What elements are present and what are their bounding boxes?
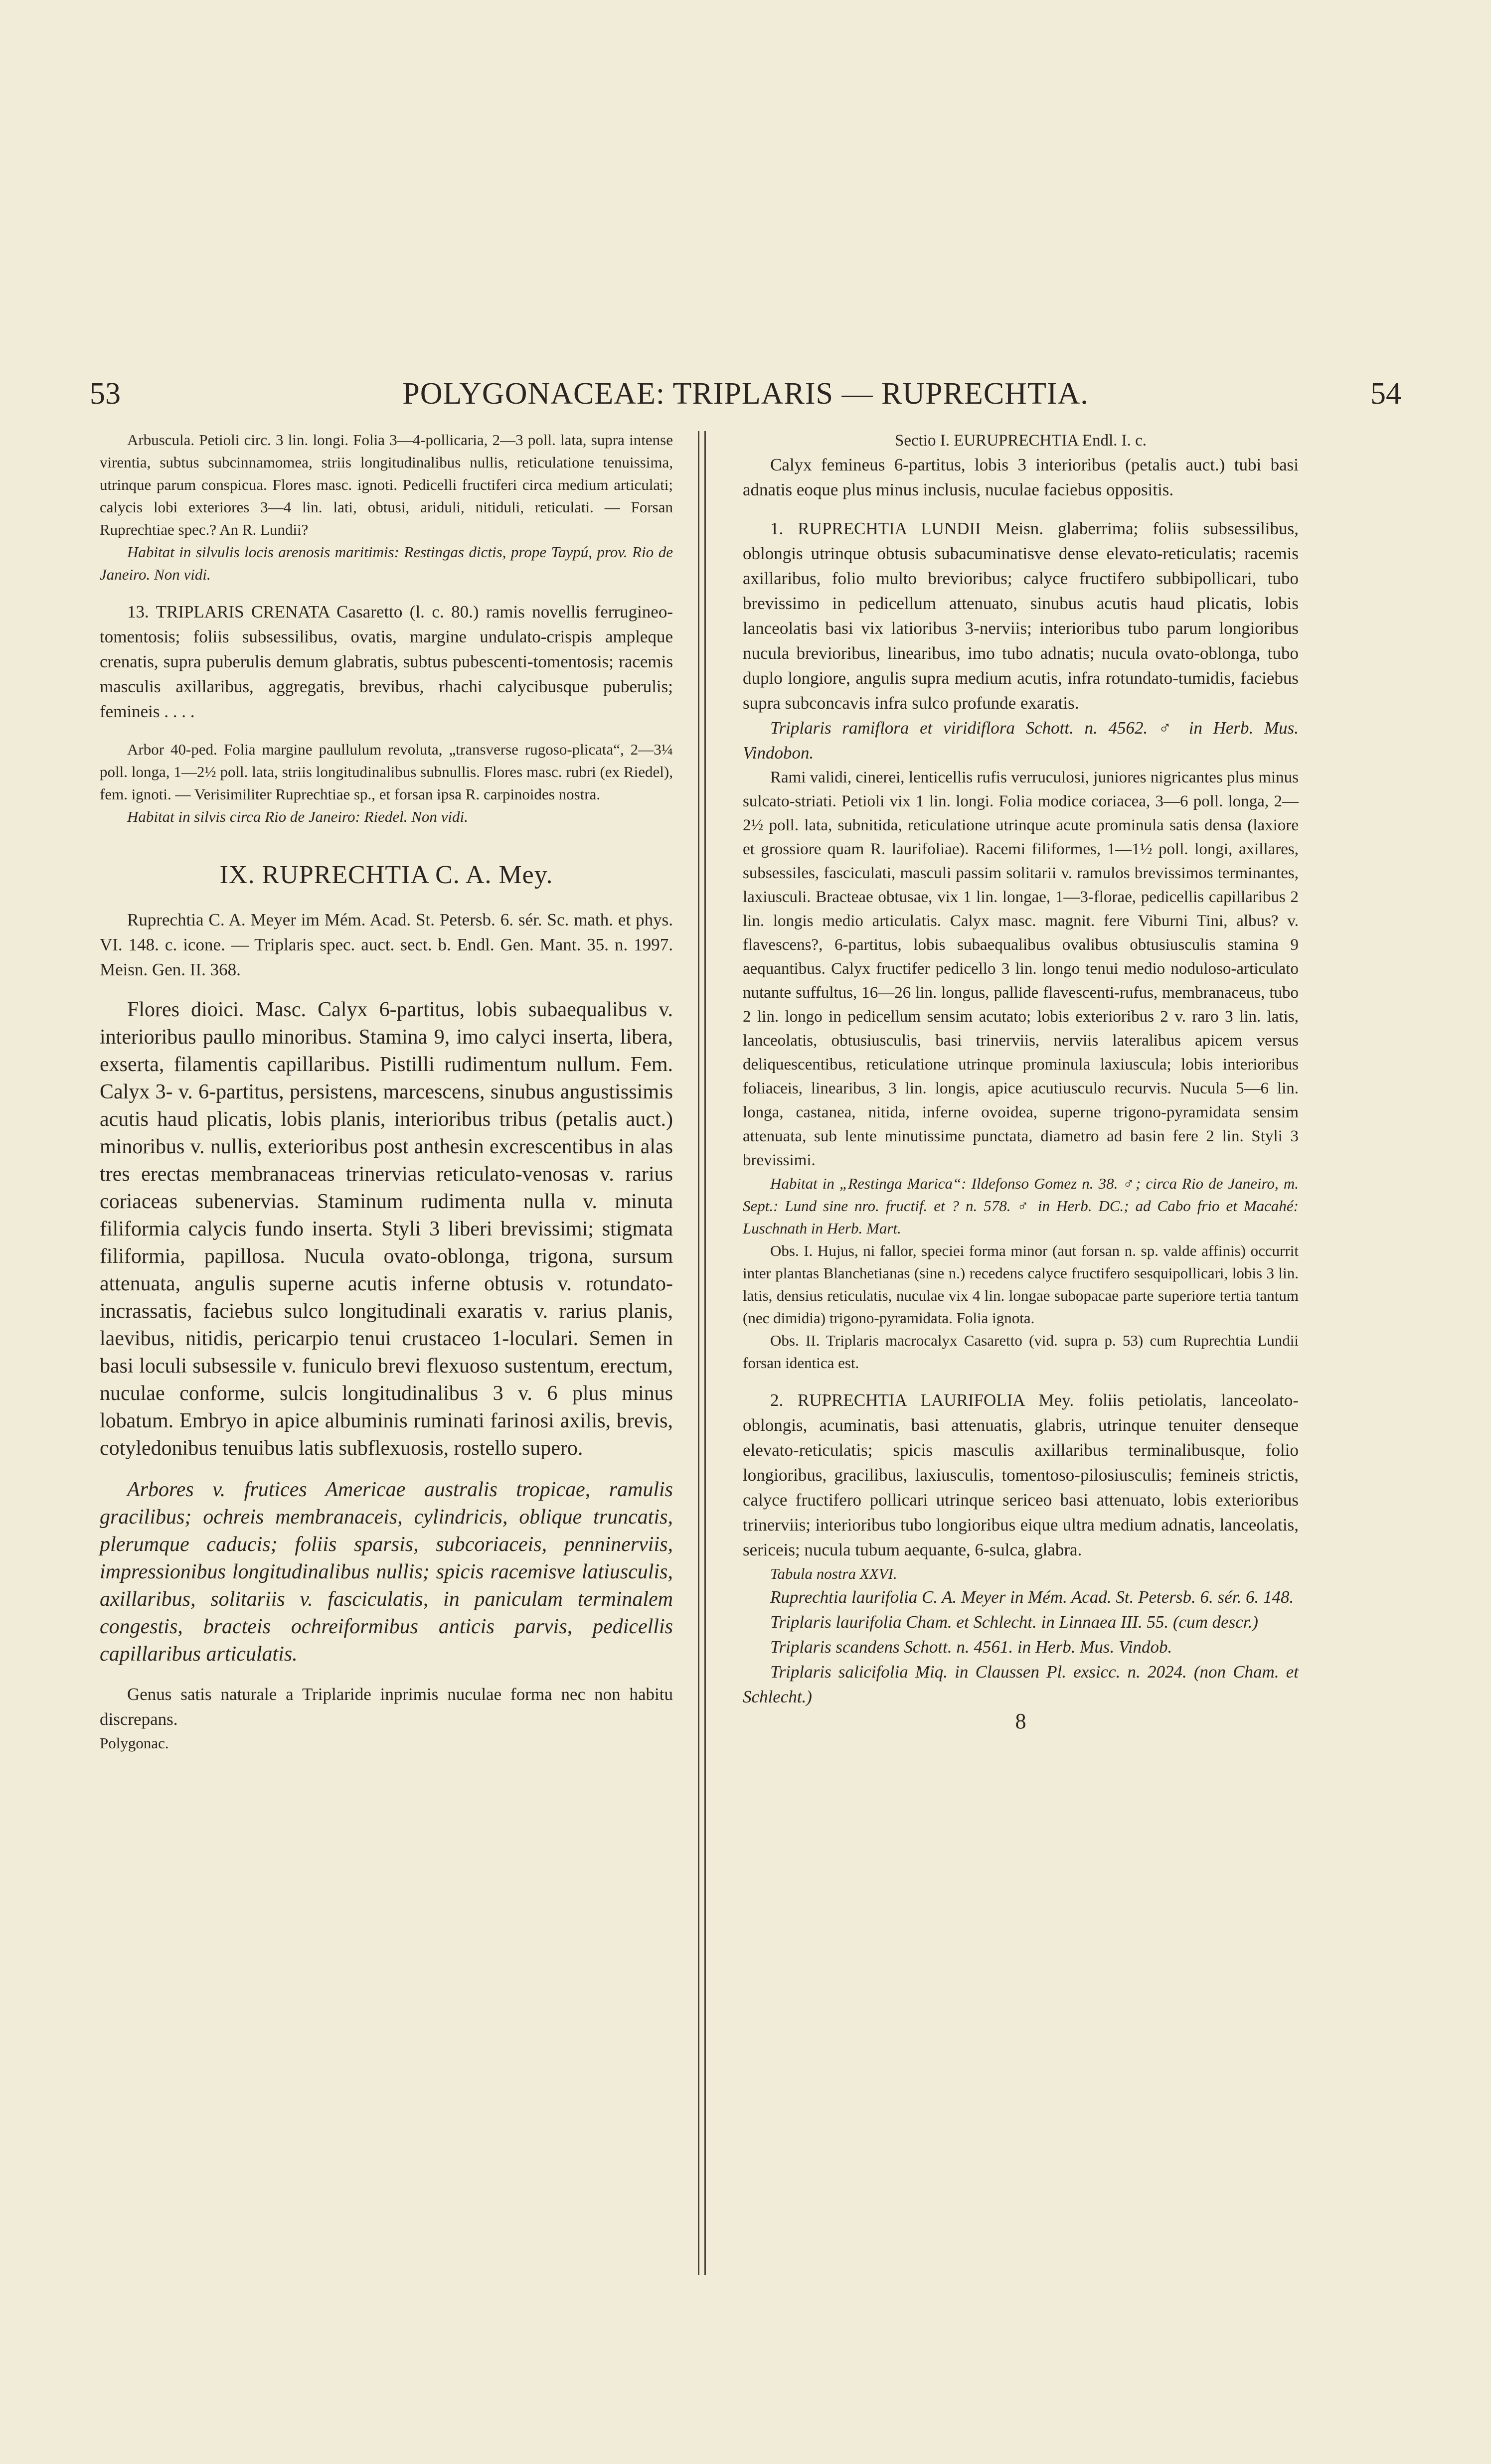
laurifolia-reference-4: Triplaris salicifolia Miq. in Claussen Pl. exsicc. n. 2024. (non Cham. et Schlecht.) bbox=[743, 1662, 1299, 1706]
lundii-observation-2: Obs. II. Triplaris macrocalyx Casaretto (vid. supra p. 53) cum Ruprechtia Lundii forsan identica est. bbox=[743, 1332, 1299, 1372]
column-divider bbox=[698, 431, 706, 2275]
habitat-note: Habitat in silvulis locis arenosis maritimis: Restingas dictis, prope Taypú, prov. Rio de Janeiro. Non vidi. bbox=[100, 543, 673, 583]
laurifolia-reference-3: Triplaris scandens Schott. n. 4561. in Herb. Mus. Vindob. bbox=[770, 1637, 1172, 1657]
ruprechtia-lundii-entry: 1. RUPRECHTIA LUNDII Meisn. glaberrima; foliis subsessilibus, oblongis utrinque obtusis subacuminatisve dense elevato-reticulatis; racemis axillaribus, folio multo brevioribus; calyce fructifero subbipollicari, tubo brevissimo in pedicellum attenuato, sinubus acutis haud plicatis, lobis lanceolatis basi vix latioribus 3-nerviis; interioribus tubo parum longioribus nucula brevioribus, linearibus, imo tubo adnatis; nucula ovato-oblonga, tubo duplo longiore, angulis supra medium acutis, infra rotundato-tumidis, faciebus supra subconcavis infra sulco profunde exaratis. bbox=[743, 519, 1299, 713]
crenata-habitat: Habitat in silvis circa Rio de Janeiro: Riedel. Non vidi. bbox=[127, 808, 468, 825]
footer-signature: Polygonac. bbox=[100, 1734, 169, 1752]
page-number-right: 54 bbox=[1370, 377, 1401, 411]
laurifolia-reference-2: Triplaris laurifolia Cham. et Schlecht. in Linnaea III. 55. (cum descr.) bbox=[770, 1612, 1258, 1632]
running-title: POLYGONACEAE: TRIPLARIS — RUPRECHTIA. bbox=[402, 377, 1089, 411]
genus-heading: IX. RUPRECHTIA C. A. Mey. bbox=[219, 861, 553, 889]
triplaris-note: Arbuscula. Petioli circ. 3 lin. longi. Folia 3—4-pollicaria, 2—3 poll. lata, supra intense virentia, subtus subcinnamomea, striis longitudinalibus nullis, reticulatione tenuissima, utrinque parum conspicua. Flores masc. ignoti. Pedicelli fructiferi circa medium articulati; calycis lobi exteriores 3—4 lin. lati, obtusi, ariduli, nitiduli, reticulati. — Forsan Ruprechtiae spec.? An R. Lundii? bbox=[100, 431, 673, 538]
triplaris-crenata-entry: 13. TRIPLARIS CRENATA Casaretto (l. c. 80.) ramis novellis ferrugineo-tomentosis; foliis subsessilibus, ovatis, margine undulato-crispis ampleque crenatis, supra puberulis demum glabratis, subtus pubescenti-tomentosis; racemis masculis axillaribus, aggregatis, brevibus, rhachi calycibusque puberulis; femineis . . . . bbox=[100, 602, 673, 721]
plate-reference: Tabula nostra XXVI. bbox=[770, 1565, 897, 1582]
page-number-left: 53 bbox=[90, 377, 121, 411]
crenata-description: Arbor 40-ped. Folia margine paullulum revoluta, „transverse rugoso-plicata“, 2—3¼ poll. longa, 1—2½ poll. lata, striis longitudinalibus subnullis. Flores masc. rubri (ex Riedel), fem. ignoti. — Verisimiliter Ruprechtiae sp., et forsan ipsa R. carpinoides nostra. bbox=[100, 741, 673, 803]
left-column bbox=[100, 429, 673, 1754]
right-column bbox=[743, 429, 1299, 1733]
section-heading: Sectio I. EURUPRECHTIA Endl. I. c. bbox=[894, 432, 1147, 450]
genus-habit: Arbores v. frutices Americae australis tropicae, ramulis gracilibus; ochreis membranaceis, cylindricis, oblique truncatis, plerumque caducis; foliis sparsis, subcoriaceis, penninerviis, impressionibus longitudinalibus nullis; spicis racemisve latiusculis, axillaribus, solitariis v. fasciculatis, in paniculam terminalem congestis, bracteis ochreiformibus anticis parvis, pedicellis capillaribus articulatis. bbox=[100, 1478, 673, 1666]
signature-mark: 8 bbox=[1015, 1709, 1026, 1733]
genus-description: Flores dioici. Masc. Calyx 6-partitus, lobis subaequalibus v. interioribus paullo minoribus. Stamina 9, imo calyci inserta, libera, exserta, filamentis capillaribus. Pistilli rudimentum nullum. Fem. Calyx 3- v. 6-partitus, persistens, marcescens, sinubus angustissimis acutis haud plicatis, lobis planis, interioribus tribus (petalis auct.) minoribus v. nullis, exterioribus post anthesin excrescentibus in alas tres erectas membranaceas trinervias reticulato-venosas v. rarius coriaceas subenervias. Staminum rudimenta nulla v. minuta filiformia calycis fundo inserta. Styli 3 liberi brevissimi; stigmata filiformia, papillosa. Nucula ovato-oblonga, trigona, sursum attenuata, angulis superne acutis inferne obtusis v. rotundato-incrassatis, faciebus sulco longitudinali exaratis v. rarius planis, laevibus, nitidis, pericarpio tenui crustaceo 1-loculari. Semen in basi loculi subsessile v. funiculo brevi flexuoso sustentum, erectum, nuculae conforme, sulcis longitudinalibus 3 v. 6 plus minus lobatum. Embryo in apice albuminis ruminati farinosi axilis, brevis, cotyledonibus tenuibus latis subflexuosis, rostello supero. bbox=[100, 998, 673, 1460]
running-header bbox=[90, 369, 1401, 419]
ruprechtia-laurifolia-entry: 2. RUPRECHTIA LAURIFOLIA Mey. foliis petiolatis, lanceolato-oblongis, acuminatis, basi attenuatis, glabris, utrinque tenuiter denseque elevato-reticulatis; spicis masculis axillaribus terminalibusque, folio longioribus, gracilibus, laxiusculis, tomentoso-pilosiusculis; femineis strictis, calyce fructifero pollicari utrinque sericeo basi attenuato, lobis exterioribus trinerviis; interioribus tubo longioribus eique ultra medium adnatis, lanceolatis, sericeis; nucula tubum aequante, 6-sulca, glabra. bbox=[743, 1390, 1299, 1559]
lundii-description: Rami validi, cinerei, lenticellis rufis verruculosi, juniores nigricantes plus minus sulcato-striati. Petioli vix 1 lin. longi. Folia modice coriacea, 3—6 poll. longa, 2—2½ poll. lata, subnitida, reticulatione utrinque acute prominula satis densa (laxiore et grossiore quam R. laurifoliae). Racemi filiformes, 1—1½ poll. longi, axillares, subsessiles, fasciculati, masculi passim solitarii v. ramulos brevissimos terminantes, laxiusculi. Bracteae obtusae, vix 1 lin. longae, 1—3-florae, pedicellis capillaribus 2 lin. longis medio articulatis. Calyx masc. magnit. fere Viburni Tini, albus? v. flavescens?, 6-partitus, lobis subaequalibus ovalibus obtusiusculis stamina 9 aequantibus. Calyx fructifer pedicello 3 lin. longo tenui medio noduloso-articulato nutante suffultus, 16—26 lin. longus, pallide flavescenti-rufus, membranaceus, tubo 2 lin. longo in pedicellum sensim acutato; lobis exterioribus 2 v. raro 3 lin. latis, lanceolatis, obtusiusculis, basi trinerviis, nerviis lateralibus apicem versus deliquescentibus, reticulatione utrinque prominula laxiuscula; lobis interioribus foliaceis, linearibus, 3 lin. longis, apice acutiusculo recurvis. Nucula 5—6 lin. longa, castanea, nitida, inferne ovoidea, superne trigono-pyramidata sensim attenuata, sub lente minutissime punctata, diametro ad basin fere 2 lin. Styli 3 brevissimi. bbox=[743, 769, 1299, 1169]
genus-synonymy: Ruprechtia C. A. Meyer im Mém. Acad. St. Petersb. 6. sér. Sc. math. et phys. VI. 148. c. icone. — Triplaris spec. auct. sect. b. Endl. Gen. Mant. 35. n. 1997. Meisn. Gen. II. 368. bbox=[100, 910, 673, 979]
genus-remark: Genus satis naturale a Triplaride inprimis nuculae forma nec non habitu discrepans. bbox=[100, 1685, 673, 1729]
lundii-synonym: Triplaris ramiflora et viridiflora Schott. n. 4562. ♂ in Herb. Mus. Vindobon. bbox=[743, 718, 1299, 763]
lundii-observation-1: Obs. I. Hujus, ni fallor, speciei forma minor (aut forsan n. sp. valde affinis) occurrit inter plantas Blanchetianas (sine n.) recedens calyce fructifero sesquipollicari, lobis 3 lin. latis, densius reticulatis, nuculae vix 4 lin. longae subopacae parte superiore tertia tantum (nec dimidia) trigono-pyramidata. Folia ignota. bbox=[743, 1242, 1299, 1327]
lundii-habitat: Habitat in „Restinga Marica“: Ildefonso Gomez n. 38. ♂; circa Rio de Janeiro, m. Sept.: Lund sine nro. fructif. et ? n. 578. ♂ in Herb. DC.; ad Cabo frio et Macahé: Luschnath in Herb. Mart. bbox=[743, 1175, 1299, 1237]
laurifolia-reference-1: Ruprechtia laurifolia C. A. Meyer in Mém. Acad. St. Petersb. 6. sér. 6. 148. bbox=[770, 1587, 1294, 1607]
section-description: Calyx femineus 6-partitus, lobis 3 interioribus (petalis auct.) tubi basi adnatis eoque plus minus inclusis, nuculae faciebus oppositis. bbox=[743, 455, 1299, 499]
